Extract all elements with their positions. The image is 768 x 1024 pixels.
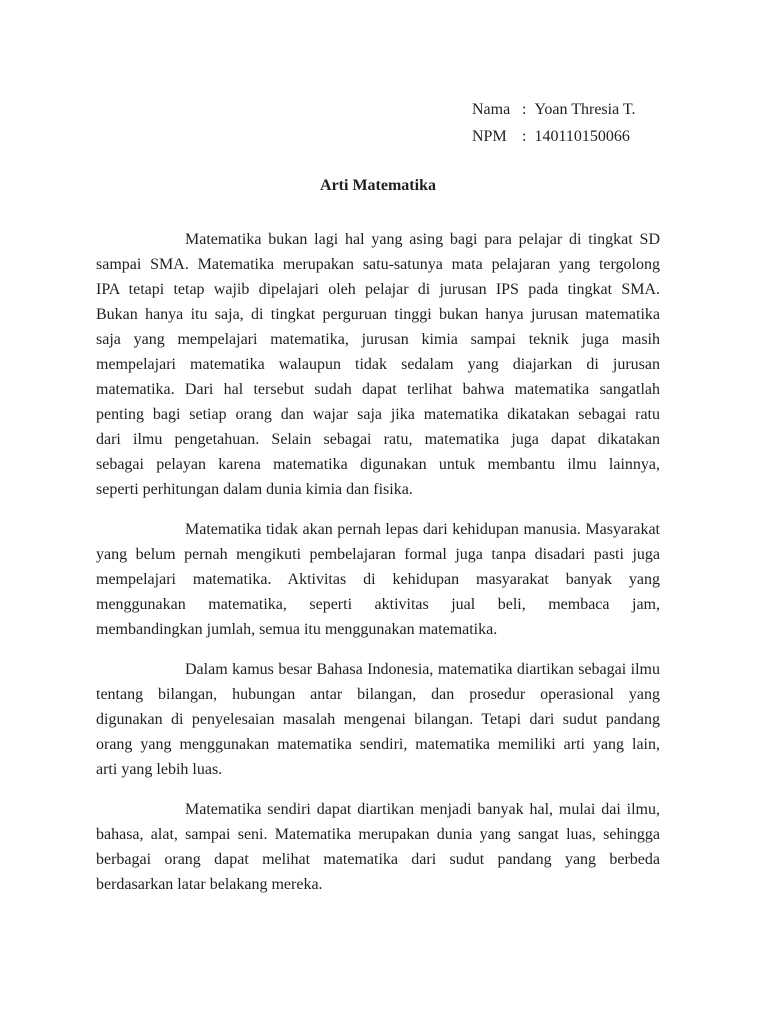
paragraph-line: seperti perhitungan dalam dunia kimia dan fisika. xyxy=(96,481,413,498)
document-body xyxy=(96,227,660,897)
paragraph xyxy=(96,227,660,502)
info-sep: : xyxy=(522,128,527,145)
paragraph xyxy=(96,657,660,782)
paragraph-line: yang belum pernah mengikuti pembelajaran formal juga tanpa disadari pasti juga xyxy=(96,546,660,563)
paragraph-line: Bukan hanya itu saja, di tingkat perguruan tinggi bukan hanya jurusan matematika xyxy=(96,306,660,323)
paragraph xyxy=(96,797,660,897)
paragraph xyxy=(96,517,660,642)
paragraph-line: arti yang lebih luas. xyxy=(96,761,223,778)
paragraph-line: Matematika sendiri dapat diartikan menjadi banyak hal, mulai dai ilmu, xyxy=(185,801,660,818)
student-info-row xyxy=(472,96,636,123)
paragraph-line: IPA tetapi tetap wajib dipelajari oleh pelajar di jurusan IPS pada tingkat SMA. xyxy=(96,281,660,298)
paragraph-line: penting bagi setiap orang dan wajar saja jika matematika dikatakan sebagai ratu xyxy=(96,406,660,423)
info-label: NPM xyxy=(472,128,507,145)
paragraph-line: Matematika tidak akan pernah lepas dari kehidupan manusia. Masyarakat xyxy=(185,521,660,538)
info-sep: : xyxy=(522,101,527,118)
paragraph-line: orang yang menggunakan matematika sendiri, matematika memiliki arti yang lain, xyxy=(96,736,660,753)
paragraph-line: berdasarkan latar belakang mereka. xyxy=(96,876,323,893)
info-value: 140110150066 xyxy=(534,128,630,145)
info-value: Yoan Thresia T. xyxy=(534,101,636,118)
paragraph-line: sampai SMA. Matematika merupakan satu-satunya mata pelajaran yang tergolong xyxy=(96,256,660,273)
paragraph-line: membandingkan jumlah, semua itu menggunakan matematika. xyxy=(96,621,498,638)
paragraph-line: sebagai pelayan karena matematika digunakan untuk membantu ilmu lainnya, xyxy=(96,456,660,473)
info-label: Nama xyxy=(472,101,511,118)
paragraph-line: berbagai orang dapat melihat matematika dari sudut pandang yang berbeda xyxy=(96,851,660,868)
paragraph-line: menggunakan matematika, seperti aktivitas jual beli, membaca jam, xyxy=(96,596,660,613)
paragraph-line: Matematika bukan lagi hal yang asing bagi para pelajar di tingkat SD xyxy=(185,231,660,248)
paragraph-line: mempelajari matematika walaupun tidak sedalam yang diajarkan di jurusan xyxy=(96,356,660,373)
paragraph-line: bahasa, alat, sampai seni. Matematika merupakan dunia yang sangat luas, sehingga xyxy=(96,826,660,843)
paragraph-line: dari ilmu pengetahuan. Selain sebagai ratu, matematika juga dapat dikatakan xyxy=(96,431,660,448)
paragraph-line: mempelajari matematika. Aktivitas di kehidupan masyarakat banyak yang xyxy=(96,571,660,588)
student-info-block xyxy=(472,96,636,150)
document-title: Arti Matematika xyxy=(320,177,436,194)
student-info-row xyxy=(472,123,636,150)
paragraph-line: tentang bilangan, hubungan antar bilangan, dan prosedur operasional yang xyxy=(96,686,660,703)
paragraph-line: digunakan di penyelesaian masalah mengenai bilangan. Tetapi dari sudut pandang xyxy=(96,711,660,728)
paragraph-line: Dalam kamus besar Bahasa Indonesia, matematika diartikan sebagai ilmu xyxy=(185,661,660,678)
paragraph-line: saja yang mempelajari matematika, jurusan kimia sampai teknik juga masih xyxy=(96,331,660,348)
paragraph-line: matematika. Dari hal tersebut sudah dapat terlihat bahwa matematika sangatlah xyxy=(96,381,660,398)
